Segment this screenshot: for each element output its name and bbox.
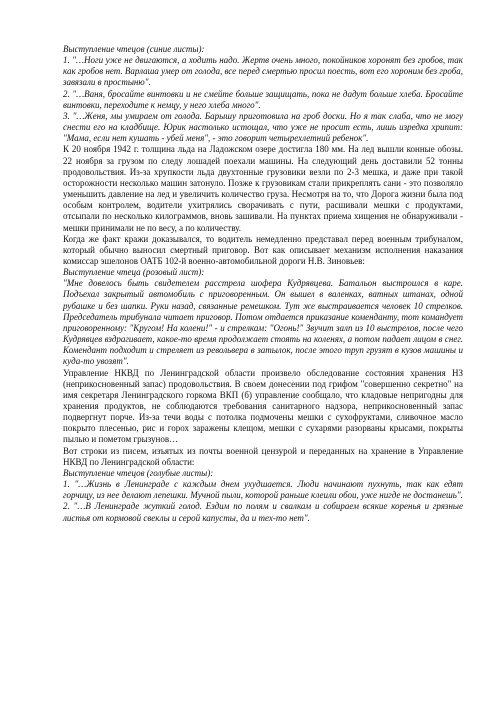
body-paragraph-ice-road: К 20 ноября 1942 г. толщина льда на Ладожском озере достигла 180 мм. На лед вышли конные обозы. 22 ноября за грузом по следу лошадей поехали машины. На следующий день доставили 52 тонны продовольствия. Из-за хрупкости льда двухтонные грузовики везли по 2-3 мешка, и даже при такой осторожности несколько машин затонуло. Позже к грузовикам стали прикреплять сани - это позволяло уменьшить давление на лед и увеличить количество груза. Несмотря на то, что Дорога жизни была под особым контролем, водители ухитрялись сворачивать с пути, расшивали мешки с продуктами, отсыпали по несколько килограммов, вновь зашивали. На пунктах приема хищения не обнаруживали - мешки принимали не по весу, а по количеству. <box>63 144 463 233</box>
body-paragraph-nkvd-report: Управление НКВД по Ленинградской области произвело обследование состояния хранения НЗ (неприкосновенный запас) продовольствия. В своем донесении под грифом "совершенно секретно" на имя секретаря Ленинградского горкома ВКП (б) управление сообщало, что кладовые непригодны для хранения продуктов, не соблюдаются требования санитарного надзора, неприкосновенный запас подвергнут порче. Из-за течи воды с потолка подмочены мешки с сухофруктами, сливочное масло покрыто плесенью, рис и горох заражены клещом, мешки с сухарями разорваны крысами, покрыты пылью и пометом грызунов… <box>63 367 463 445</box>
letter-quote-1: 1. "…Ноги уже не двигаются, а ходить надо. Жертв очень много, покойников хоронят без гробов, так как гробов нет. Варлаша умер от голода, все перед смертью просил поесть, вот его хороним без гроба, завязали в простыню". <box>63 55 463 88</box>
letter-quote-4: 1. "…Жизнь в Ленинграде с каждым днем ухудшается. Люди начинают пухнуть, так как едят горчицу, из нее делают лепешки. Мучной пыли, которой раньше клеили обои, уже нигде не достанешь". <box>63 479 463 501</box>
reader-heading-pink: Выступление чтеца (розовый лист): <box>63 267 205 278</box>
letter-quote-3: 3. "…Женя, мы умираем от голода. Барышу приготовила на гроб доски. Но я так слаба, что не могу снести его на кладбище. Юрик настолько истощал, что уже не просит есть, лишь изредка хрипит: "Мама, если нет кушать - убей меня", - это говорит четырехлетний ребенок". <box>63 110 463 144</box>
letter-quote-5: 2. "…В Ленинграде жуткий голод. Ездим по полям и свалкам и собираем всякие коренья и грязные листья от кормовой свеклы и серой капусты, да и тех-то нет". <box>63 501 463 523</box>
reader-heading-lightblue: Выступление чтецов (голубые листы): <box>63 467 214 478</box>
execution-quote: "Мне довелось быть свидетелем расстрела шофера Кудрявцева. Батальон выстроился в каре. Подъехал закрытый автомобиль с приговоренным. Он вышел в валенках, ватных штанах, одной рубашке и без шапки. Руки назад, связанные ремешком. Тут же выстраивается человек 10 стрелков. Председатель трибунала читает приговор. Потом отдается приказание коменданту, тот командует приговоренному: "Кругом! На колени!" - и стрелкам: "Огонь!" Звучит залп из 10 выстрелов, после чего Кудрявцев вздрагивает, какое-то время продолжает стоять на коленях, а потом падает лицом в снег. Комендант подходит и стреляет из револьвера в затылок, после этого труп грузят в кузов машины и куда-то увозят". <box>63 278 463 367</box>
body-paragraph-tribunal: Когда же факт кражи доказывался, то водитель немедленно представал перед военным трибуналом, который обычно выносил смертный приговор. Вот как описывает механизм исполнения наказания комиссар эшелонов ОАТБ 102-й военно-автомобильной дороги Н.В. Зиновьев: <box>63 233 463 266</box>
reader-heading-blue: Выступление чтецов (синие листы): <box>63 44 205 54</box>
document-body <box>63 44 463 524</box>
body-paragraph-letters-intro: Вот строки из писем, изъятых из почты военной цензурой и переданных на хранение в Управление НКВД по Ленинградской области: <box>63 445 463 467</box>
letter-quote-2: 2. "…Ваня, бросайте винтовки и не смейте больше защищать, пока не дадут больше хлеба. Бросайте винтовки, переходите к немцу, у него хлеба много". <box>63 88 463 110</box>
